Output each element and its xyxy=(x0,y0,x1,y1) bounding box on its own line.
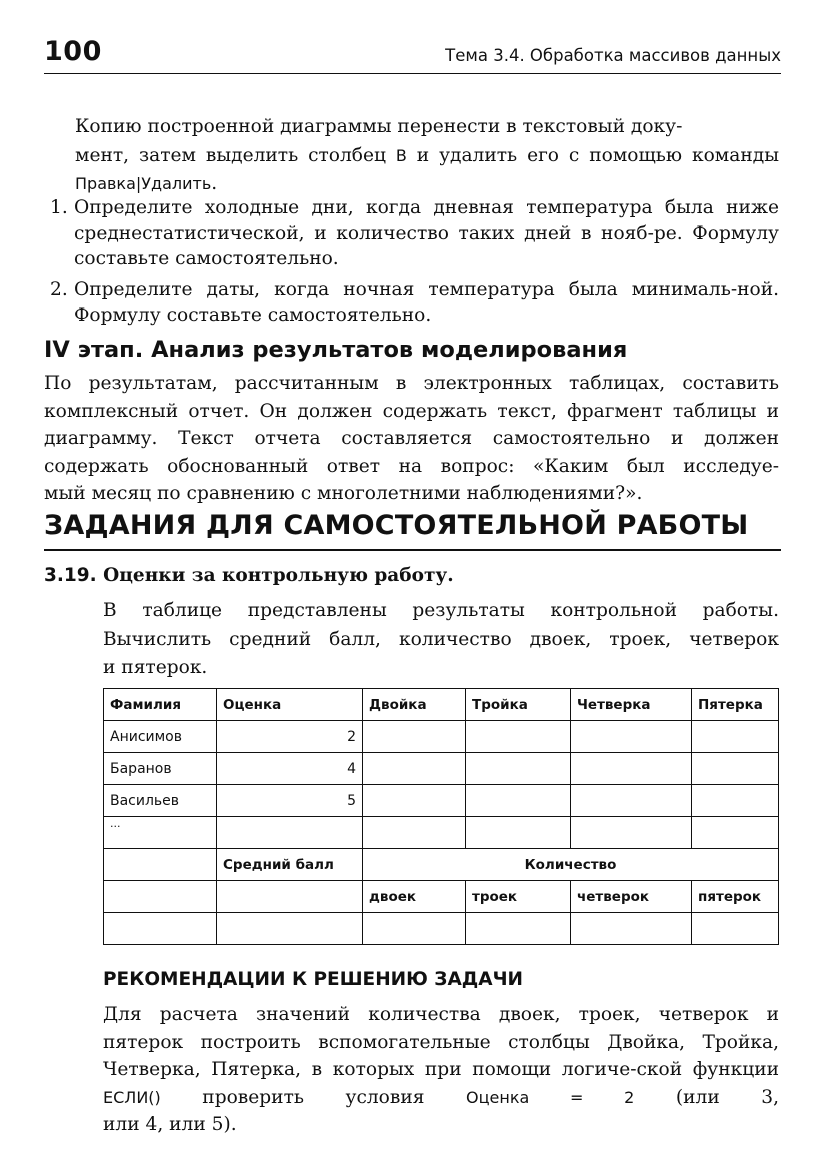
section-rule xyxy=(44,549,781,551)
count-label: Количество xyxy=(363,849,779,881)
grade-cell xyxy=(217,817,363,849)
running-title: Тема 3.4. Обработка массивов данных xyxy=(445,46,781,65)
grades-table xyxy=(103,688,779,945)
task-number: 3.19. xyxy=(44,565,97,586)
empty-cell xyxy=(466,817,571,849)
table-row xyxy=(104,721,779,753)
header-rule xyxy=(44,73,781,74)
empty-cell xyxy=(466,753,571,785)
task-text-last: и пятерок. xyxy=(103,657,208,678)
empty-cell xyxy=(466,721,571,753)
empty-cell xyxy=(217,881,363,913)
name-cell: Анисимов xyxy=(104,721,217,753)
function-name: ЕСЛИ() xyxy=(103,1087,161,1107)
summary-header-row xyxy=(104,849,779,881)
empty-cell xyxy=(104,849,217,881)
name-cell: ... xyxy=(104,817,217,849)
empty-cell xyxy=(571,817,692,849)
table-row xyxy=(104,817,779,849)
menu-command: Правка|Удалить xyxy=(75,174,212,193)
task-paragraph xyxy=(103,597,779,683)
count-subheader: пятерок xyxy=(692,881,779,913)
page-number: 100 xyxy=(44,36,102,67)
header-cell: Четверка xyxy=(571,689,692,721)
recommendations-paragraph xyxy=(103,1001,779,1139)
average-label: Средний балл xyxy=(217,849,363,881)
empty-cell xyxy=(571,785,692,817)
intro-paragraph xyxy=(75,113,779,199)
recommendations-heading: РЕКОМЕНДАЦИИ К РЕШЕНИЮ ЗАДАЧИ xyxy=(103,969,523,990)
empty-cell xyxy=(104,881,217,913)
column-letter: B xyxy=(395,145,407,165)
summary-subheader-row xyxy=(104,881,779,913)
empty-cell xyxy=(692,753,779,785)
empty-cell xyxy=(571,913,692,945)
grade-cell: 2 xyxy=(217,721,363,753)
stage-4-paragraph xyxy=(44,370,779,508)
grade-cell: 4 xyxy=(217,753,363,785)
stage-4-heading: IV этап. Анализ результатов моделирования xyxy=(44,337,628,363)
recommendations-text: Для расчета значений количества двоек, троек, четверок и пятерок построить вспомогательные столбцы Двойка, Тройка, Четверка, Пятерка, в которых при помощи логиче-ской функции ЕСЛИ() проверить условия Оценка = 2 (или 3, xyxy=(103,1004,780,1108)
empty-cell xyxy=(692,817,779,849)
header-cell: Пятерка xyxy=(692,689,779,721)
empty-cell xyxy=(692,785,779,817)
name-cell: Васильев xyxy=(104,785,217,817)
empty-cell xyxy=(692,721,779,753)
count-subheader: двоек xyxy=(363,881,466,913)
table-header-row xyxy=(104,689,779,721)
list-text: Определите холодные дни, когда дневная температура была ниже среднестатистической, и количество таких дней в нояб-ре. Формулу составьте самостоятельно. xyxy=(74,197,779,269)
empty-cell xyxy=(571,721,692,753)
empty-cell xyxy=(104,913,217,945)
grade-cell: 5 xyxy=(217,785,363,817)
empty-cell xyxy=(466,785,571,817)
list-number: 2. xyxy=(50,279,68,300)
task-title: Оценки за контрольную работу. xyxy=(103,565,454,586)
empty-cell xyxy=(571,753,692,785)
name-cell: Баранов xyxy=(104,753,217,785)
intro-line-3: Правка|Удалить. xyxy=(75,173,218,194)
intro-line-1: Копию построенной диаграммы перенести в текстовый доку- xyxy=(75,116,683,137)
list-number: 1. xyxy=(50,197,68,218)
condition: Оценка = 2 xyxy=(466,1087,635,1107)
task-text: В таблице представлены результаты контрольной работы. Вычислить средний балл, количество двоек, троек, четверок xyxy=(103,600,779,650)
table-row xyxy=(104,753,779,785)
empty-cell xyxy=(363,721,466,753)
section-heading: ЗАДАНИЯ ДЛЯ САМОСТОЯТЕЛЬНОЙ РАБОТЫ xyxy=(44,510,749,541)
stage-4-text: По результатам, рассчитанным в электронных таблицах, составить комплексный отчет. Он должен содержать текст, фрагмент таблицы и диаграмму. Текст отчета составляется самостоятельно и должен содержать обоснованный ответ на вопрос: «Каким был исследуе- xyxy=(44,373,779,477)
count-subheader: троек xyxy=(466,881,571,913)
table-row xyxy=(104,785,779,817)
header-cell: Двойка xyxy=(363,689,466,721)
intro-line-2: мент, затем выделить столбец B и удалить его с помощью команды xyxy=(75,144,779,166)
header-cell: Тройка xyxy=(466,689,571,721)
header-cell: Фамилия xyxy=(104,689,217,721)
list-text: Определите даты, когда ночная температура была минималь-ной. Формулу составьте самостоятельно. xyxy=(74,279,779,326)
empty-cell xyxy=(363,913,466,945)
header-cell: Оценка xyxy=(217,689,363,721)
count-subheader: четверок xyxy=(571,881,692,913)
task-heading xyxy=(44,565,454,586)
recommendations-text-last: или 4, или 5). xyxy=(103,1114,237,1135)
empty-cell xyxy=(363,817,466,849)
empty-cell xyxy=(217,913,363,945)
empty-cell xyxy=(692,913,779,945)
summary-values-row xyxy=(104,913,779,945)
stage-4-text-last: мый месяц по сравнению с многолетними наблюдениями?». xyxy=(44,483,643,504)
list-item-2 xyxy=(44,277,779,328)
empty-cell xyxy=(363,753,466,785)
empty-cell xyxy=(363,785,466,817)
empty-cell xyxy=(466,913,571,945)
list-item-1 xyxy=(44,195,779,272)
